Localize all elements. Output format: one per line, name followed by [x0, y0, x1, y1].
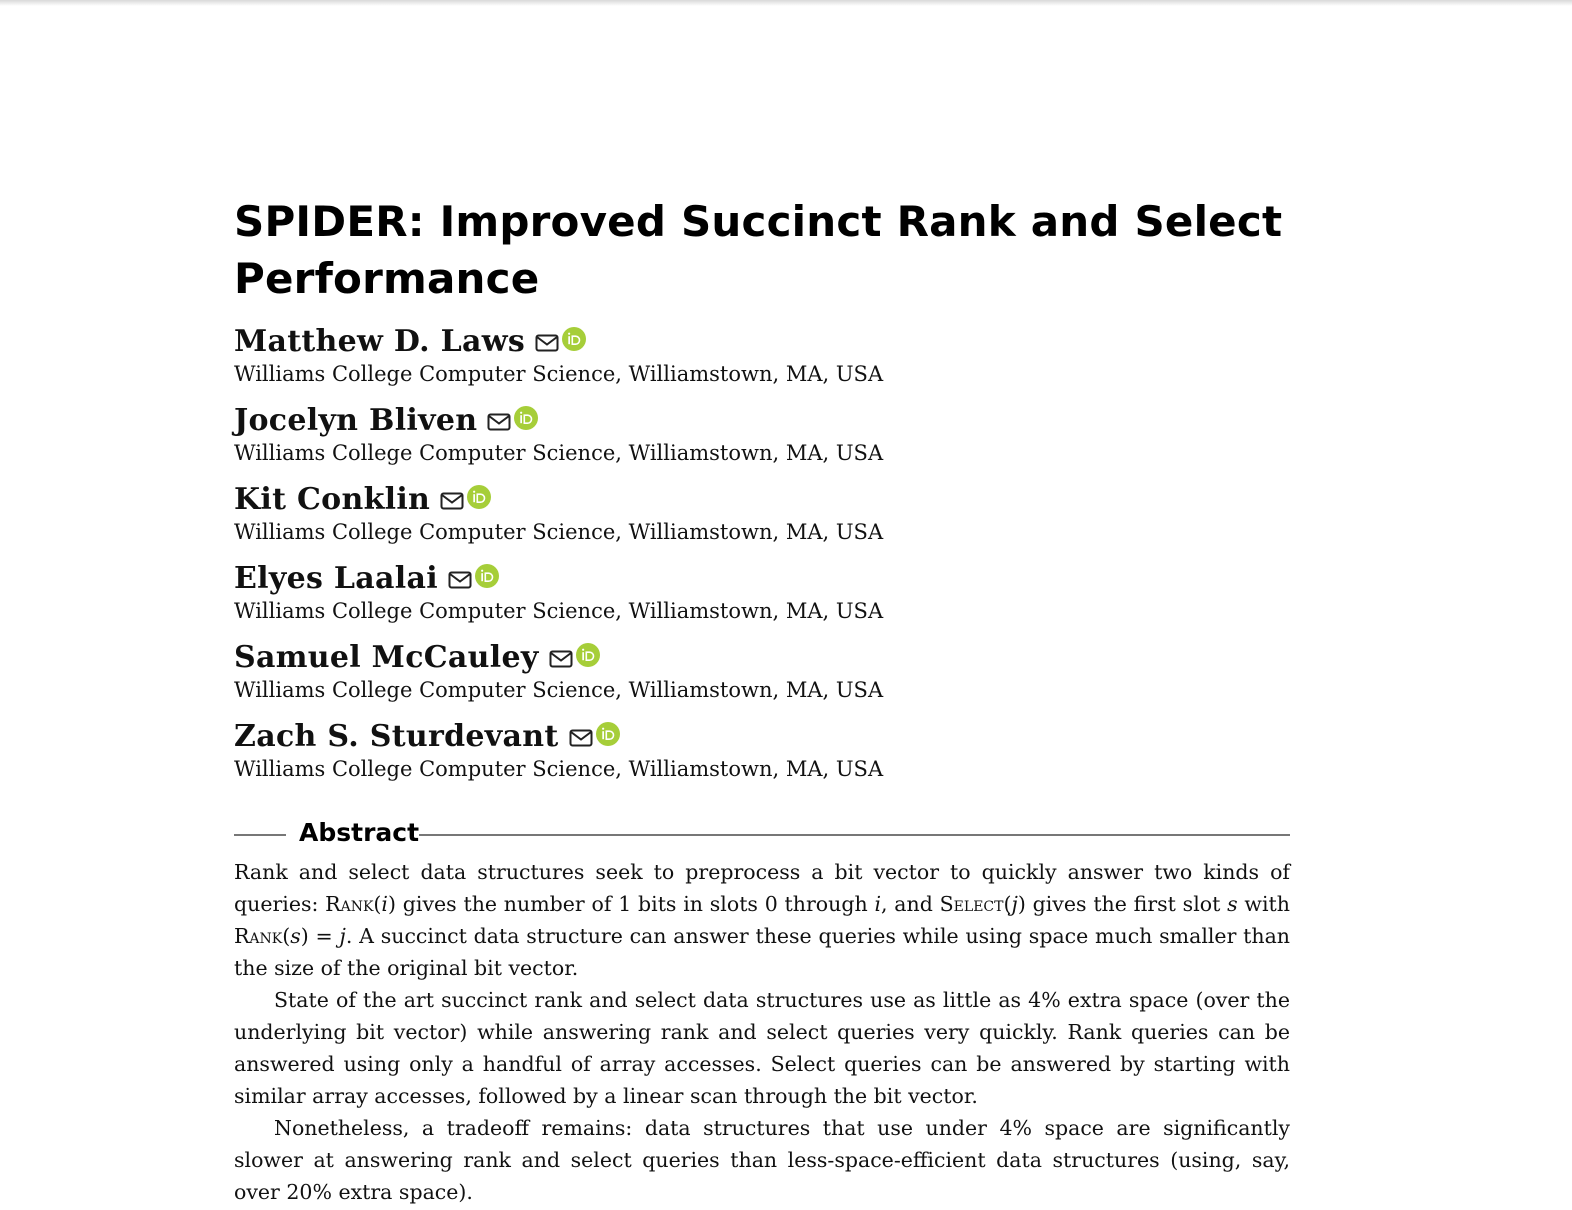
math-var: s: [1227, 892, 1238, 916]
abstract-rule-left: [234, 834, 286, 836]
abstract-text: gives the number of 1 bits in slots 0 through: [395, 892, 875, 916]
abstract-paragraph-2: State of the art succinct rank and select data structures use as little as 4% extra space (over the underlying bit vector) while answering rank and select queries very quickly. Rank queries can be answered using only a handful of array accesses. Select queries can be answered by starting with similar array accesses, followed by a linear scan through the bit vector.: [234, 988, 1290, 1108]
abstract-paragraph-1: Rank and select data structures seek to preprocess a bit vector to quickly answer two kinds of queries: Rank(i) gives the number of 1 bits in slots 0 through i, and Select(j) gives the first slot s with Rank(s) = j. A succinct data structure can answer these queries while using space much smaller than the size of the original bit vector.: [234, 860, 1290, 980]
abstract-paragraph-3: Nonetheless, a tradeoff remains: data structures that use under 4% space are significantly slower at answering rank and select queries than less-space-efficient data structures (using, say, over 20% extra space).: [234, 1116, 1290, 1204]
author-name: Zach S. Sturdevant: [234, 718, 559, 754]
orcid-icon[interactable]: [475, 564, 499, 588]
select-op: Select: [939, 892, 1004, 916]
orcid-icon[interactable]: [562, 327, 586, 351]
orcid-icon[interactable]: [467, 485, 491, 509]
author-affiliation: Williams College Computer Science, Williamstown, MA, USA: [234, 599, 884, 623]
mail-icon[interactable]: [487, 411, 511, 433]
mail-icon[interactable]: [569, 727, 593, 749]
rank-op: Rank: [325, 892, 374, 916]
abstract-title: Abstract: [299, 818, 420, 847]
author-affiliation: Williams College Computer Science, Williamstown, MA, USA: [234, 362, 884, 386]
paper-title-line-1: SPIDER: Improved Succinct Rank and Select: [234, 197, 1283, 246]
abstract-text: with: [1237, 892, 1290, 916]
math-var: s: [290, 924, 301, 948]
abstract-text: , and: [881, 892, 940, 916]
abstract-text: =: [308, 924, 340, 948]
abstract-text: . A succinct data structure can answer these queries while using space much smaller than the size of the original bit vector.: [234, 924, 1290, 980]
author-affiliation: Williams College Computer Science, Williamstown, MA, USA: [234, 441, 884, 465]
author-block: [234, 718, 1290, 784]
author-affiliation: Williams College Computer Science, Williamstown, MA, USA: [234, 678, 884, 702]
author-affiliation: Williams College Computer Science, Williamstown, MA, USA: [234, 757, 884, 781]
author-block: [234, 560, 1290, 626]
abstract-rule-right: [419, 834, 1290, 836]
author-name: Matthew D. Laws: [234, 323, 526, 359]
abstract-heading: [234, 814, 1290, 854]
author-name: Jocelyn Bliven: [234, 402, 478, 438]
mail-icon[interactable]: [549, 648, 573, 670]
abstract-body: [234, 856, 1290, 1208]
viewer-top-shadow: [0, 0, 1572, 6]
author-block: [234, 402, 1290, 468]
math-var: j: [1011, 892, 1018, 916]
mail-icon[interactable]: [440, 490, 464, 512]
author-name: Samuel McCauley: [234, 639, 539, 675]
mail-icon[interactable]: [448, 569, 472, 591]
author-name: Elyes Laalai: [234, 560, 438, 596]
orcid-icon[interactable]: [576, 643, 600, 667]
abstract-text: gives the first slot: [1025, 892, 1228, 916]
math-var: i: [381, 892, 388, 916]
math-var: j: [339, 924, 346, 948]
abstract-text: Rank and select data structures seek to preprocess a bit vector to quickly answer two kinds of queries:: [234, 860, 1290, 916]
math-var: i: [874, 892, 882, 916]
rank-op: Rank: [234, 924, 283, 948]
author-block: [234, 639, 1290, 705]
paper-title-line-2: Performance: [234, 254, 540, 303]
author-block: [234, 323, 1290, 389]
mail-icon[interactable]: [535, 332, 559, 354]
orcid-icon[interactable]: [596, 722, 620, 746]
author-name: Kit Conklin: [234, 481, 431, 517]
author-block: [234, 481, 1290, 547]
paper-title: [234, 193, 1290, 307]
orcid-icon[interactable]: [514, 406, 538, 430]
author-affiliation: Williams College Computer Science, Williamstown, MA, USA: [234, 520, 884, 544]
